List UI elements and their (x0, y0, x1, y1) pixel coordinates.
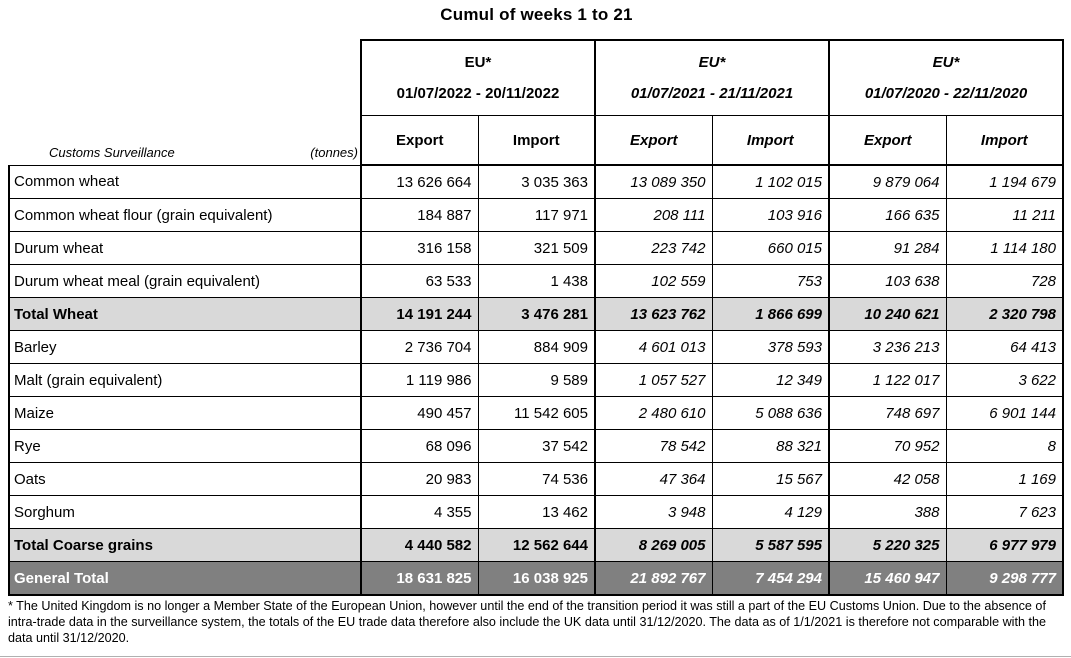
cell-value: 117 971 (478, 199, 595, 232)
cell-value: 4 440 582 (361, 529, 478, 562)
cell-value: 884 909 (478, 331, 595, 364)
group-header (361, 40, 595, 116)
group-header (829, 40, 1063, 116)
cell-value: 68 096 (361, 430, 478, 463)
cell-value: 91 284 (829, 232, 946, 265)
table-row (9, 165, 1063, 199)
cell-value: 64 413 (946, 331, 1063, 364)
cell-value: 1 194 679 (946, 165, 1063, 199)
row-label: General Total (9, 562, 361, 596)
cell-value: 11 211 (946, 199, 1063, 232)
column-header: Export (361, 116, 478, 166)
cell-value: 1 057 527 (595, 364, 712, 397)
cell-value: 2 480 610 (595, 397, 712, 430)
cell-value: 12 349 (712, 364, 829, 397)
cell-value: 14 191 244 (361, 298, 478, 331)
table-body (9, 165, 1063, 595)
cell-value: 184 887 (361, 199, 478, 232)
cell-value: 748 697 (829, 397, 946, 430)
table-row (9, 364, 1063, 397)
page-title: Cumul of weeks 1 to 21 (440, 5, 633, 24)
cell-value: 4 129 (712, 496, 829, 529)
region-label: EU* (698, 54, 726, 71)
row-label: Sorghum (9, 496, 361, 529)
cell-value: 8 (946, 430, 1063, 463)
cell-value: 9 879 064 (829, 165, 946, 199)
cell-value: 21 892 767 (595, 562, 712, 596)
cell-value: 8 269 005 (595, 529, 712, 562)
row-label: Barley (9, 331, 361, 364)
cell-value: 3 035 363 (478, 165, 595, 199)
group-header (595, 40, 829, 116)
cell-value: 74 536 (478, 463, 595, 496)
cell-value: 63 533 (361, 265, 478, 298)
cell-value: 4 601 013 (595, 331, 712, 364)
column-header: Export (829, 116, 946, 166)
region-label: EU* (464, 54, 492, 71)
corner-header (9, 40, 361, 165)
table-row (9, 463, 1063, 496)
row-label: Total Wheat (9, 298, 361, 331)
cell-value: 1 438 (478, 265, 595, 298)
cell-value: 1 114 180 (946, 232, 1063, 265)
cell-value: 6 977 979 (946, 529, 1063, 562)
cell-value: 37 542 (478, 430, 595, 463)
cell-value: 102 559 (595, 265, 712, 298)
row-label: Malt (grain equivalent) (9, 364, 361, 397)
table-row (9, 265, 1063, 298)
table-row (9, 562, 1063, 596)
cell-value: 5 220 325 (829, 529, 946, 562)
row-label: Common wheat (9, 165, 361, 199)
column-header: Import (712, 116, 829, 166)
table-row (9, 397, 1063, 430)
cell-value: 20 983 (361, 463, 478, 496)
cell-value: 3 948 (595, 496, 712, 529)
row-label: Common wheat flour (grain equivalent) (9, 199, 361, 232)
cell-value: 13 623 762 (595, 298, 712, 331)
row-label: Oats (9, 463, 361, 496)
cell-value: 3 476 281 (478, 298, 595, 331)
cell-value: 70 952 (829, 430, 946, 463)
report-page (8, 0, 1065, 647)
region-label: EU* (932, 54, 960, 71)
cell-value: 1 119 986 (361, 364, 478, 397)
cell-value: 660 015 (712, 232, 829, 265)
cell-value: 4 355 (361, 496, 478, 529)
period-label: 01/07/2021 - 21/11/2021 (630, 85, 794, 102)
cell-value: 7 623 (946, 496, 1063, 529)
cell-value: 5 088 636 (712, 397, 829, 430)
table-row (9, 199, 1063, 232)
cell-value: 13 626 664 (361, 165, 478, 199)
cell-value: 15 567 (712, 463, 829, 496)
column-header: Import (478, 116, 595, 166)
cell-value: 42 058 (829, 463, 946, 496)
table-row (9, 331, 1063, 364)
cell-value: 3 236 213 (829, 331, 946, 364)
table-row (9, 232, 1063, 265)
cell-value: 9 589 (478, 364, 595, 397)
column-header: Import (946, 116, 1063, 166)
cell-value: 78 542 (595, 430, 712, 463)
cell-value: 316 158 (361, 232, 478, 265)
cell-value: 6 901 144 (946, 397, 1063, 430)
cell-value: 13 089 350 (595, 165, 712, 199)
unit-label: (tonnes) (310, 144, 358, 160)
cell-value: 7 454 294 (712, 562, 829, 596)
cell-value: 728 (946, 265, 1063, 298)
row-label: Rye (9, 430, 361, 463)
cell-value: 321 509 (478, 232, 595, 265)
cell-value: 5 587 595 (712, 529, 829, 562)
table-header (9, 40, 1063, 165)
cell-value: 223 742 (595, 232, 712, 265)
corner-label: Customs Surveillance (49, 144, 175, 160)
customs-surveillance-table (8, 39, 1064, 596)
cell-value: 88 321 (712, 430, 829, 463)
cell-value: 103 916 (712, 199, 829, 232)
table-row (9, 298, 1063, 331)
cell-value: 2 736 704 (361, 331, 478, 364)
cell-value: 1 169 (946, 463, 1063, 496)
row-label: Durum wheat (9, 232, 361, 265)
period-label: 01/07/2022 - 20/11/2022 (396, 85, 560, 102)
cell-value: 2 320 798 (946, 298, 1063, 331)
cell-value: 18 631 825 (361, 562, 478, 596)
footnote: * The United Kingdom is no longer a Member State of the European Union, however until the end of the transition period it was still a part of the EU Customs Union. Due to the absence of intra-trade data in the surveillance system, the totals of the EU trade data therefore also include the UK data until 31/12/2020. The data as of 1/1/2021 is therefore not comparable with the data until 31/12/2020. (8, 599, 1046, 645)
cell-value: 16 038 925 (478, 562, 595, 596)
cell-value: 208 111 (595, 199, 712, 232)
table-row (9, 430, 1063, 463)
table-row (9, 496, 1063, 529)
cell-value: 103 638 (829, 265, 946, 298)
cell-value: 166 635 (829, 199, 946, 232)
cell-value: 10 240 621 (829, 298, 946, 331)
row-label: Durum wheat meal (grain equivalent) (9, 265, 361, 298)
cell-value: 490 457 (361, 397, 478, 430)
cell-value: 378 593 (712, 331, 829, 364)
column-header: Export (595, 116, 712, 166)
cell-value: 9 298 777 (946, 562, 1063, 596)
cell-value: 3 622 (946, 364, 1063, 397)
bottom-divider (0, 656, 1071, 657)
cell-value: 1 102 015 (712, 165, 829, 199)
cell-value: 1 122 017 (829, 364, 946, 397)
table-row (9, 529, 1063, 562)
row-label: Total Coarse grains (9, 529, 361, 562)
cell-value: 1 866 699 (712, 298, 829, 331)
row-label: Maize (9, 397, 361, 430)
cell-value: 388 (829, 496, 946, 529)
cell-value: 11 542 605 (478, 397, 595, 430)
cell-value: 13 462 (478, 496, 595, 529)
cell-value: 15 460 947 (829, 562, 946, 596)
cell-value: 753 (712, 265, 829, 298)
cell-value: 12 562 644 (478, 529, 595, 562)
period-label: 01/07/2020 - 22/11/2020 (864, 85, 1028, 102)
cell-value: 47 364 (595, 463, 712, 496)
